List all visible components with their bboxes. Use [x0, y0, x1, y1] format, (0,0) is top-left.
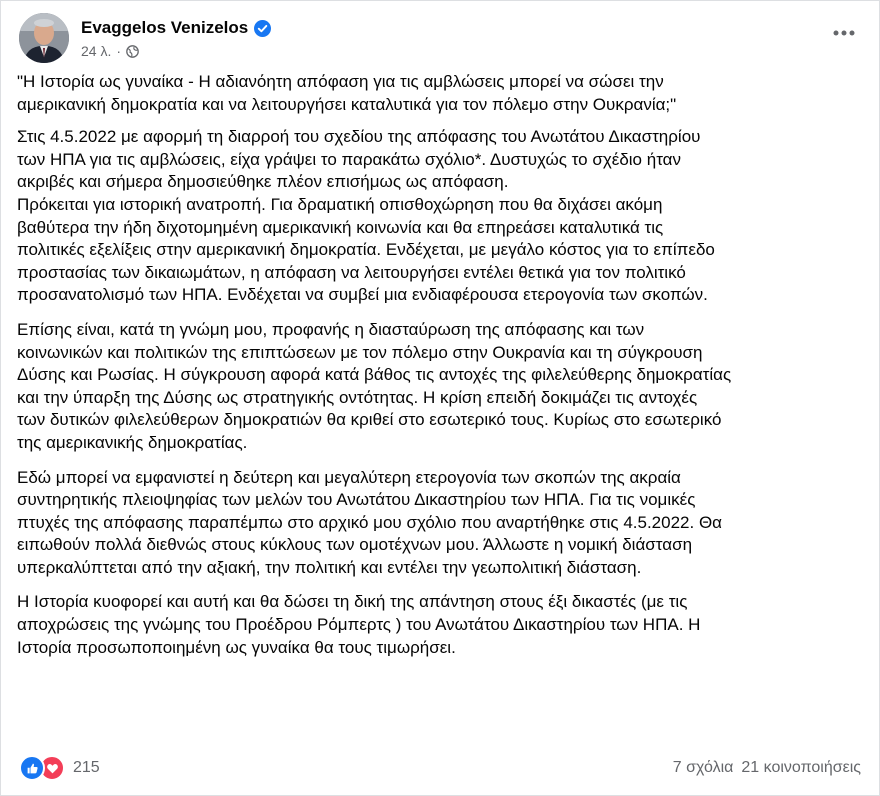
post-text-line: Πρόκειται για ιστορική ανατροπή. Για δραματική οπισθοχώρηση που θα διχάσει ακόμη	[17, 194, 663, 214]
post-paragraph-5	[17, 591, 865, 659]
post-text-line: κοινωνικών και πολιτικών της επιπτώσεων με τον πόλεμο στην Ουκρανία και τη σύγκρουση	[17, 342, 703, 362]
post-text-line: των ΗΠΑ για τις αμβλώσεις, είχα γράψει το παρακάτω σχόλιο*. Δυστυχώς το σχέδιο ήταν	[17, 149, 681, 169]
post-text-line: Ιστορία προσωποποιημένη ως γυναίκα θα τους τιμωρήσει.	[17, 637, 456, 657]
post-text-line: πολιτικές εξελίξεις στην αμερικανική δημοκρατία. Ενδέχεται, με μεγάλο κόστος για το επίπεδο	[17, 240, 715, 260]
post-text-line: αποχρώσεις της γνώμης του Προέδρου Ρόμπερτς ) του Ανωτάτου Δικαστηρίου των ΗΠΑ. Η	[17, 615, 701, 635]
post-text-line: Επίσης είναι, κατά τη γνώμη μου, προφανής η διασταύρωση της απόφασης και των	[17, 319, 645, 339]
like-icon	[19, 755, 45, 781]
post-text	[17, 71, 865, 671]
post-text-line: υπερκαλύπτεται από την αξιακή, την πολιτική και εντέλει την γεωπολιτική διάσταση.	[17, 557, 642, 577]
post-text-line: της αμερικανικής δημοκρατίας.	[17, 432, 248, 452]
post-text-line: Η Ιστορία κυοφορεί και αυτή και θα δώσει τη δική της απάντηση στους έξι δικαστές (με τις	[17, 592, 688, 612]
post-footer	[19, 753, 861, 783]
post-text-line: βαθύτερα την ήδη διχοτομημένη αμερικανική κοινωνία και θα επηρεάσει καταλυτικά τις	[17, 217, 664, 237]
post-paragraph-1	[17, 71, 865, 116]
author-name-row	[81, 17, 271, 39]
post-timestamp[interactable]: 24 λ.	[81, 43, 112, 59]
author-meta	[81, 17, 271, 59]
post-text-line: και την ύπαρξη της Δύσης ως στρατηγικής οντότητας. Η κρίση επειδή δοκιμάζει τις αντοχές	[17, 387, 698, 407]
globe-icon[interactable]	[126, 45, 139, 58]
verified-badge-icon	[254, 20, 271, 37]
post-paragraph-4	[17, 467, 865, 580]
post-paragraph-3	[17, 319, 865, 455]
post-text-line: ακριβές και σήμερα δημοσιεύθηκε πλέον επισήμως ως απόφαση.	[17, 172, 509, 192]
avatar-photo-icon	[19, 13, 69, 63]
separator-dot: ·	[116, 43, 122, 59]
post-time-row	[81, 43, 271, 59]
post-text-line: αμερικανική δημοκρατία και να λειτουργήσει καταλυτικά για τον πόλεμο στην Ουκρανία;"	[17, 94, 677, 114]
post-text-line: πτυχές της απόφασης παραπέμπω στο αρχικό μου σχόλιο που αναρτήθηκε στις 4.5.2022. Θα	[17, 512, 723, 532]
post-text-line: "Η Ιστορία ως γυναίκα - Η αδιανόητη απόφαση για τις αμβλώσεις μπορεί να σώσει την	[17, 72, 664, 91]
post-text-line: προστασίας των δικαιωμάτων, η απόφαση να λειτουργήσει εντέλει θετικά για τον πολιτικό	[17, 262, 686, 282]
author-avatar[interactable]	[19, 13, 69, 63]
post-text-line: Εδώ μπορεί να εμφανιστεί η δεύτερη και μεγαλύτερη ετερογονία των σκοπών της ακραία	[17, 467, 681, 487]
post-header	[19, 13, 271, 63]
post-paragraph-2	[17, 126, 865, 307]
post-text-line: συντηρητικής πλειοψηφίας των μελών του Ανωτάτου Δικαστηρίου των ΗΠΑ. Για τις νομικές	[17, 490, 696, 510]
reaction-count: 215	[73, 759, 100, 776]
more-options-icon	[833, 30, 855, 36]
post-text-line: ειπωθούν πολλά διεθνώς στους κύκλους των ομοτέχνων μου. Άλλωστε η νομική διάσταση	[17, 535, 693, 555]
reactions-summary[interactable]	[19, 755, 100, 781]
post-text-line: Στις 4.5.2022 με αφορμή τη διαρροή του σχεδίου της απόφασης του Ανωτάτου Δικαστηρίου	[17, 127, 701, 147]
more-options-button[interactable]	[829, 23, 859, 43]
engagement-stats	[673, 759, 861, 777]
post-text-line: προσανατολισμό των ΗΠΑ. Ενδέχεται να συμβεί μια ενδιαφέρουσα ετερογονία των σκοπών.	[17, 285, 708, 305]
comments-count-link[interactable]: 7 σχόλια	[672, 759, 734, 776]
post-text-line: Δύσης και Ρωσίας. Η σύγκρουση αφορά κατά βάθος τις αντοχές της φιλελεύθερης δημοκρατίας	[17, 365, 732, 385]
author-name[interactable]: Evaggelos Venizelos	[81, 18, 249, 37]
post-text-line: των δυτικών φιλελεύθερων δημοκρατιών θα κριθεί στο εσωτερικό τους. Κυρίως στο εσωτερικό	[17, 410, 722, 430]
shares-count-link[interactable]: 21 κοινοποιήσεις	[741, 759, 861, 776]
